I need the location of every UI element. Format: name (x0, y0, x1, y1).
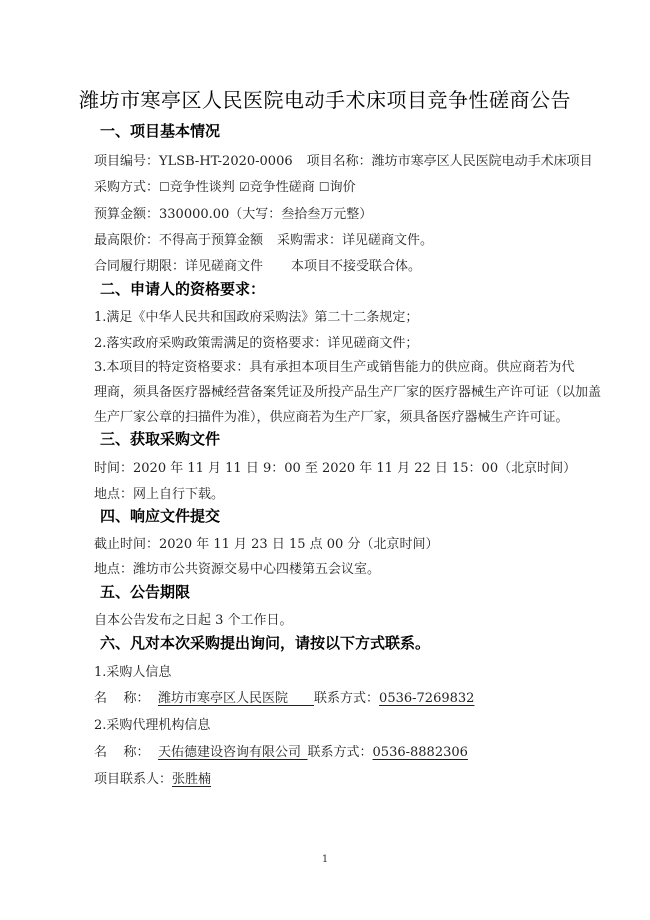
purchaser-name: 潍坊市寒亭区人民医院 (158, 691, 289, 706)
budget-line: 预算金额：330000.00（大写：叁拾叁万元整） (94, 207, 373, 222)
consortium-note: 本项目不接受联合体。 (291, 259, 422, 274)
purchaser-phone: 0536-7269832 (379, 691, 475, 706)
method-label: 采购方式： (94, 180, 160, 195)
project-no: YLSB-HT-2020-0006 (159, 154, 293, 169)
max-price-line (94, 229, 433, 248)
project-contact-line (94, 768, 211, 787)
submission-deadline: 截止时间：2020 年 11 月 23 日 15 点 00 分（北京时间） (94, 537, 439, 552)
method-consultation-label: 竞争性磋商 (249, 180, 315, 195)
agency-name-label: 名 称： (94, 745, 150, 760)
procurement-demand: 采购需求：详见磋商文件。 (277, 233, 434, 248)
notice-period: 自本公告发布之日起 3 个工作日。 (94, 613, 293, 628)
qualification-item-3-line-1: 3.本项目的特定资格要求：具有承担本项目生产或销售能力的供应商。供应商若为代 (94, 360, 575, 375)
qualification-item-1: 1.满足《中华人民共和国政府采购法》第二十二条规定； (94, 310, 419, 325)
purchaser-contact-label: 联系方式： (314, 691, 380, 706)
submission-place: 地点：潍坊市公共资源交易中心四楼第五会议室。 (94, 562, 381, 577)
project-name-label: 项目名称： (306, 154, 372, 169)
project-info-line (94, 150, 593, 169)
contract-period-line (94, 255, 421, 274)
qualification-item-3-line-3: 生产厂家公章的扫描件为准），供应商若为生产厂家，须具备医疗器械生产许可证。 (94, 410, 569, 425)
page-title: 潍坊市寒亭区人民医院电动手术床项目竞争性磋商公告 (79, 88, 571, 112)
agency-contact-line (94, 741, 468, 760)
agency-name: 天佑德建设咨询有限公司 (158, 745, 302, 760)
qualification-item-2: 2.落实政府采购政策需满足的资格要求：详见磋商文件； (94, 336, 419, 351)
section-1-heading: 一、项目基本情况 (100, 122, 221, 140)
acquire-time: 时间：2020 年 11 月 11 日 9：00 至 2020 年 11 月 22 日 15：00（北京时间） (94, 461, 577, 476)
section-2-heading: 二、申请人的资格要求： (100, 280, 266, 298)
agency-contact-label: 联系方式： (307, 745, 373, 760)
purchaser-name-label: 名 称： (94, 691, 150, 706)
agency-phone: 0536-8882306 (372, 745, 468, 760)
section-4-heading: 四、响应文件提交 (100, 507, 221, 525)
section-6-heading: 六、凡对本次采购提出询问，请按以下方式联系。 (100, 634, 431, 652)
acquire-place: 地点：网上自行下载。 (94, 487, 225, 502)
project-contact-label: 项目联系人： (94, 772, 173, 787)
checkbox-negotiation[interactable]: ☐ (159, 180, 170, 194)
purchaser-contact-line (94, 687, 474, 706)
section-5-heading: 五、公告期限 (100, 583, 191, 601)
page-number: 1 (321, 854, 329, 865)
qualification-item-3-line-2: 理商，须具备医疗器械经营备案凭证及所投产品生产厂家的医疗器械生产许可证（以加盖 (94, 385, 602, 400)
contract-period: 合同履行期限：详见磋商文件 (94, 259, 264, 274)
project-no-label: 项目编号： (94, 154, 160, 169)
max-price: 最高限价：不得高于预算金额 (94, 233, 264, 248)
project-contact-name: 张胜楠 (172, 772, 212, 787)
checkbox-consultation[interactable]: ☑ (238, 180, 250, 194)
section-3-heading: 三、获取采购文件 (100, 430, 221, 448)
method-inquiry-label: 询价 (329, 180, 356, 195)
project-name: 潍坊市寒亭区人民医院电动手术床项目 (371, 154, 593, 169)
method-negotiation-label: 竞争性谈判 (169, 180, 235, 195)
agency-info-title: 2.采购代理机构信息 (94, 718, 211, 733)
checkbox-inquiry[interactable]: ☐ (318, 180, 330, 194)
procurement-method-line (94, 176, 356, 195)
purchaser-info-title: 1.采购人信息 (94, 665, 172, 680)
